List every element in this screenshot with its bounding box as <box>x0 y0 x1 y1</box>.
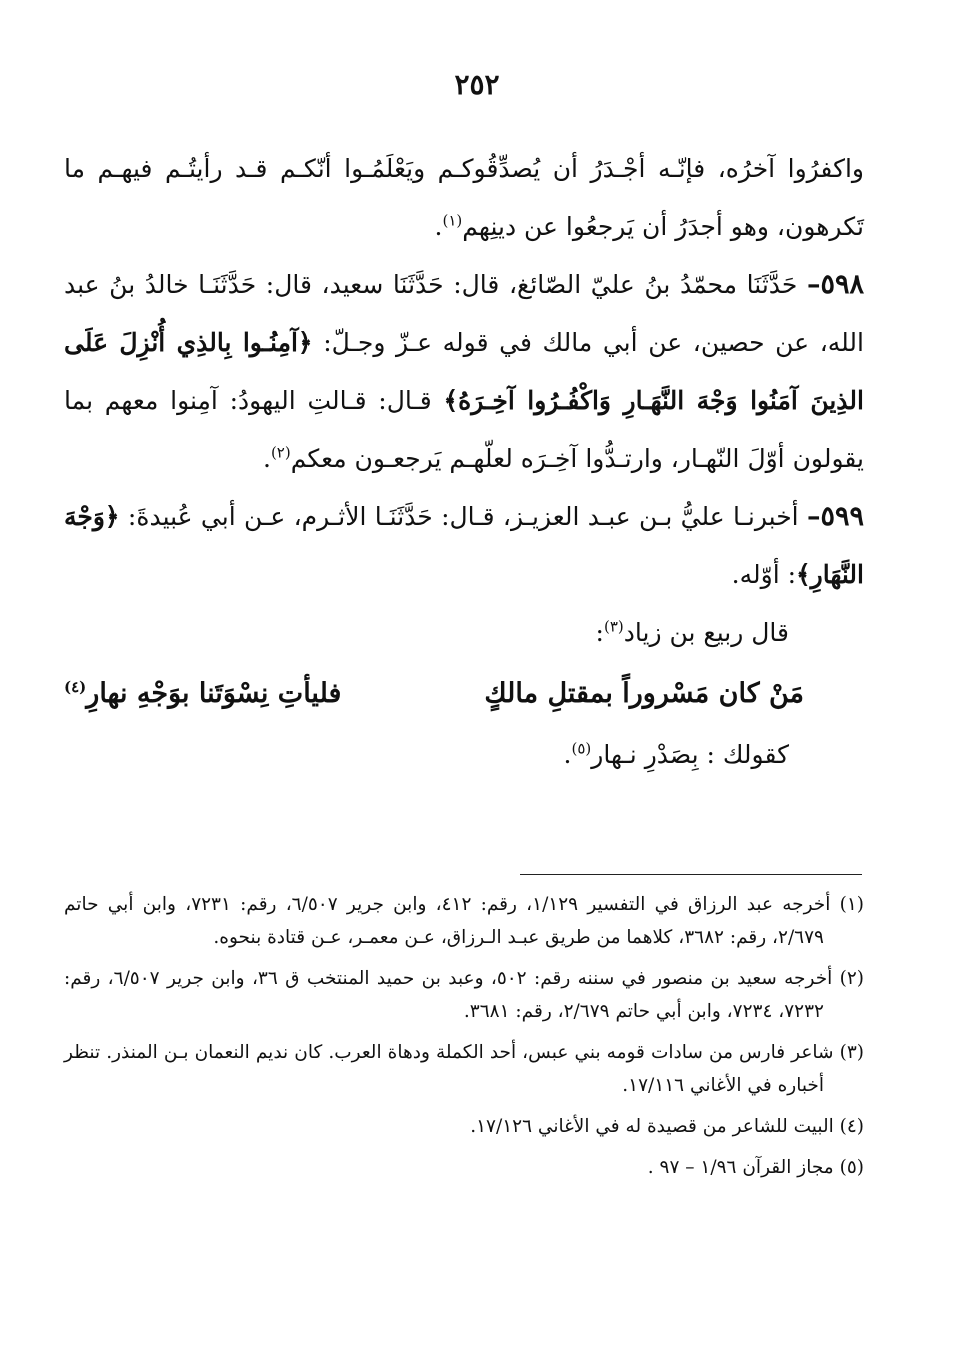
poetry-verse <box>64 662 864 726</box>
paragraph-continuation: واكفرُوا آخرُه، فإنّـه أجْـدَرُ أن يُصدِّقُوكـم ويَعْلَمُـوا أنّكـم قـد رأيتُـم فيهـم ما تَكرهون، وهو أجدَرُ أن يَرجعُوا عن دينِهم$^{(١)}$. <box>64 154 864 241</box>
footnote-text: أخرجه سعيد بن منصور في سننه رقم: ٥٠٢، وعبد بن حميد المنتخب ق ٣٦، وابن جرير ٦/٥٠٧، رقم: ٧٢٣٢، ٧٢٣٤، وابن أبي حاتم ٢/٦٧٩، رقم: ٣٦٨١. <box>64 968 833 1022</box>
footnote-ref-3: (٣) <box>603 617 624 636</box>
hadith-599-text: أخبرنـا عليُّ بـن عبـد العزيـز، قـال: حَدَّثَنَـا الأثـرم، عـن أبي عُبيدةَ: <box>127 502 799 531</box>
hadith-599-text-2: : أوّله. <box>731 560 797 589</box>
footnote-separator <box>520 874 862 875</box>
footnote-number: (٢) <box>839 968 864 989</box>
hadith-number-599: ٥٩٩– <box>806 501 864 532</box>
page-number: ٢٥٢ <box>454 68 500 101</box>
verse-first-hemistich: مَنْ كان مَسْروراً بمقتلِ مالكٍ <box>484 678 804 709</box>
footnotes <box>64 888 864 1192</box>
footnote-4 <box>64 1110 864 1143</box>
footnote-3 <box>64 1036 864 1102</box>
footnote-number: (٥) <box>839 1157 864 1178</box>
footnote-1 <box>64 888 864 954</box>
footnote-ref-2: (٢) <box>270 443 291 462</box>
footnote-ref-4: (٤) <box>64 678 87 696</box>
verse-second-hemistich-wrap <box>64 662 341 726</box>
footnote-ref-1: (١) <box>442 211 463 230</box>
footnote-number: (١) <box>839 894 864 915</box>
footnote-text: البيت للشاعر من قصيدة له في الأغاني ١٧/١٢٦. <box>470 1116 834 1137</box>
footnote-5 <box>64 1151 864 1184</box>
hadith-598: ٥٩٨– حَدَّثَنَا محمّدُ بنُ عليّ الصّائغ، قال: حَدَّثَنَا سعيد، قال: حَدَّثَنَـا خالدُ بنُ عبد الله، عن حصين، عن أبي مالك في قوله عـزّ وجـلّ: ﴿آمِنُـوا بِالذِي أُنْزِلَ عَلَى الذِينَ آمَنُوا وَجْهَ النَّهَـارِ وَاكْفُـرُوا آخِـرَهُ﴾ قـال: قـالتِ اليهودُ: آمِنوا معهم بما يقولون أوّلَ النّهـار، وارتـدُّوا آخِـرَه لعلّهـم يَرجعـون معكم$^{(٢)}$. <box>64 269 864 473</box>
quran-verse: ﴿آمِنُـوا بِالذِي أُنْزِلَ عَلَى الذِينَ آمَنُوا وَجْهَ النَّهَـارِ وَاكْفُـرُوا آخِـرَهُ﴾ <box>64 328 864 415</box>
main-text <box>64 140 864 784</box>
hadith-599 <box>64 488 864 604</box>
poem-intro-text: قال ربيع بن زياد <box>623 618 789 647</box>
verse-explanation-text: كقولك : بِصَدْرِ نـهار <box>591 740 789 769</box>
verse-explanation: كقولك : بِصَدْرِ نـهار$^{(٥)}$. <box>563 739 789 769</box>
footnote-number: (٤) <box>839 1116 864 1137</box>
paragraph-text: واكفرُوا آخرُه، فإنّـه أجْـدَرُ أن يُصدِّقُوكـم ويَعْلَمُـوا أنّكـم قـد رأيتُـم فيهـم ما تَكرهون، وهو أجدَرُ أن يَرجعُوا عن دينِهم <box>64 154 864 241</box>
hadith-598-text: حَدَّثَنَا محمّدُ بنُ عليّ الصّائغ، قال: حَدَّثَنَا سعيد، قال: حَدَّثَنَـا خالدُ بنُ عبد الله، عن حصين، عن أبي مالك في قوله عـزّ وجـلّ: <box>64 270 864 357</box>
footnote-ref-5: (٥) <box>571 739 592 758</box>
footnote-text: شاعر فارس من سادات قومه بني عبس، أحد الكملة ودهاة العرب. كان نديم النعمان بـن المنذر. تنظر أخباره في الأغاني ١٧/١١٦. <box>64 1042 834 1096</box>
hadith-number-598: ٥٩٨– <box>806 269 864 300</box>
hadith-598-text-2: قـال: قـالتِ اليهودُ: آمِنوا معهم بما يقولون أوّلَ النّهـار، وارتـدُّوا آخِـرَه لعلّهـم يَرجعـون معكم <box>64 386 864 473</box>
footnote-2 <box>64 962 864 1028</box>
poem-intro: قال ربيع بن زياد$^{(٣)}$: <box>595 617 789 647</box>
footnote-number: (٣) <box>839 1042 864 1063</box>
footnote-text: أخرجه عبد الرزاق في التفسير ١/١٢٩، رقم: ٤١٢، وابن جرير ٦/٥٠٧، رقم: ٧٢٣١، وابن أبي حاتم ٢/٦٧٩، رقم: ٣٦٨٢، كلاهما من طريق عبـد الـرزاق، عـن معمـر، عـن قتادة بنحوه. <box>64 894 831 948</box>
verse-second-hemistich: فليأتِ نِسْوَتَنا بوَجْهِ نهارِ <box>86 678 342 709</box>
footnote-text: مجاز القرآن ١/٩٦ – ٩٧ . <box>647 1157 834 1178</box>
quran-phrase: ﴿وَجْهَ النَّهَارِ﴾ <box>64 502 864 589</box>
